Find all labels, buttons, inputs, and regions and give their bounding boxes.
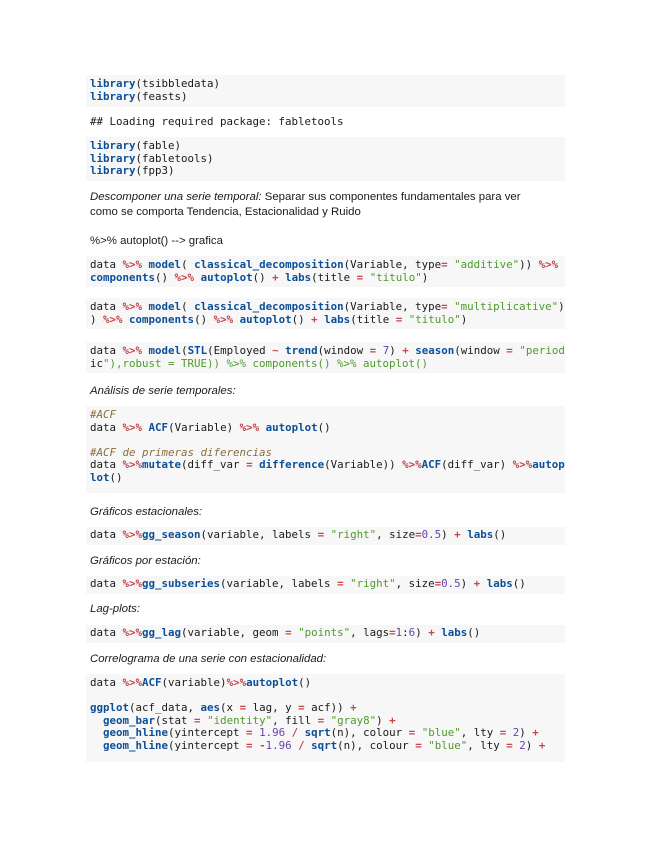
code-line: #ACF (90, 408, 117, 421)
code-line: data %>%gg_subseries(variable, labels = "right", size=0.5) + labs() (90, 577, 526, 590)
code-block-libraries-2 (86, 137, 565, 181)
code-line: library(fabletools) (90, 151, 214, 165)
code-block-libraries-1 (86, 75, 565, 107)
code-line: library(fpp3) (90, 164, 175, 178)
code-line: data %>% ACF(Variable) %>% autoplot() (90, 420, 331, 434)
paragraph-graficos-por-estacion: Gráficos por estación: (90, 555, 201, 567)
code-line: components() %>% autoplot() + labs(title = "titulo") (90, 270, 429, 284)
code-block-acf (86, 406, 565, 493)
paragraph-descomponer-line2: como se comporta Tendencia, Estacionalidad y Ruido (90, 206, 361, 218)
code-line: ggplot(acf_data, aes(x = lag, y = acf)) + (90, 701, 357, 715)
code-line: ic"),robust = TRUE)) %>% components() %>% autoplot() (90, 356, 429, 370)
code-output-loading (86, 114, 565, 132)
paragraph-lag-plots: Lag-plots: (90, 603, 141, 615)
code-line: data %>% model(STL(Employed ~ trend(window = 7) + season(window = "period (90, 344, 565, 357)
code-line: geom_hline(yintercept = -1.96 / sqrt(n), colour = "blue", lty = 2) + (103, 738, 546, 752)
code-line: data %>%ACF(variable)%>%autoplot() (90, 676, 312, 689)
code-line: geom_hline(yintercept = 1.96 / sqrt(n), colour = "blue", lty = 2) + (103, 726, 539, 740)
code-block-additive (86, 256, 565, 287)
code-line: ) %>% components() %>% autoplot() + labs(title = "titulo") (90, 312, 468, 326)
paragraph-descomponer-italic: Descomponer una serie temporal: (90, 191, 262, 203)
code-line: library(feasts) (90, 89, 188, 103)
code-line: ## Loading required package: fabletools (90, 115, 344, 128)
code-line: data %>%gg_lag(variable, geom = "points", lags=1:6) + labs() (90, 626, 481, 639)
code-block-multiplicative (86, 298, 565, 329)
code-line: lot() (90, 470, 123, 484)
paragraph-descomponer-rest: Separar sus componentes fundamentales para ver (261, 191, 521, 203)
code-line: library(fable) (90, 139, 182, 152)
paragraph-descomponer (90, 190, 570, 220)
code-block-gg-subseries (86, 576, 565, 594)
paragraph-correlograma: Correlograma de una serie con estacionalidad: (90, 653, 327, 665)
code-line: library(tsibbledata) (90, 77, 221, 90)
code-block-gg-lag (86, 625, 565, 643)
paragraph-autoplot: %>% autoplot() --> grafica (90, 235, 223, 247)
code-block-correlograma (86, 674, 565, 762)
code-line: data %>%mutate(diff_var = difference(Variable)) %>%ACF(diff_var) %>%autop (90, 458, 565, 472)
code-block-gg-season (86, 527, 565, 545)
paragraph-graficos-estacionales: Gráficos estacionales: (90, 506, 203, 518)
code-line: data %>%gg_season(variable, labels = "right", size=0.5) + labs() (90, 528, 507, 541)
code-line: data %>% model( classical_decomposition(Variable, type= "multiplicative") (90, 300, 565, 313)
code-line: data %>% model( classical_decomposition(Variable, type= "additive")) %>% (90, 258, 559, 271)
code-block-stl (86, 342, 565, 373)
paragraph-analisis: Análisis de serie temporales: (90, 385, 236, 397)
code-line: geom_bar(stat = "identity", fill = "gray8") + (103, 713, 396, 727)
code-line: #ACF de primeras diferencias (90, 445, 273, 459)
